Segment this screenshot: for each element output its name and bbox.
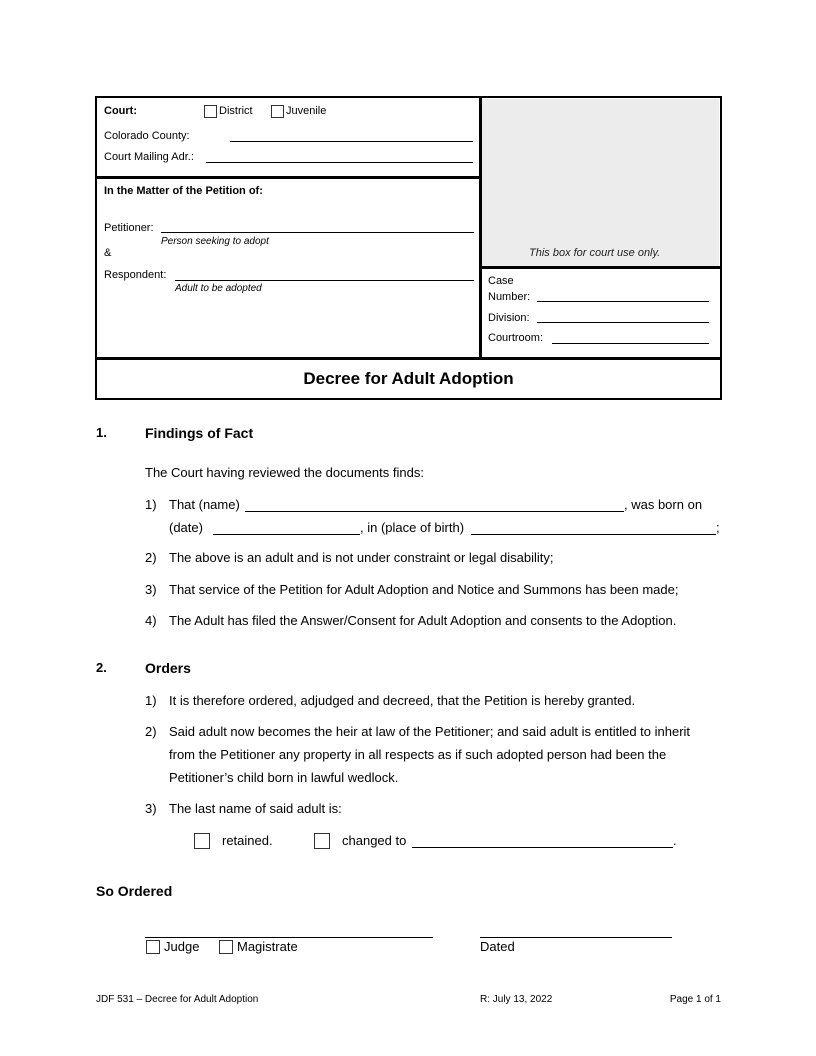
section1-intro: The Court having reviewed the documents finds: bbox=[145, 465, 424, 480]
section1-number: 1. bbox=[96, 425, 107, 440]
item-number: 2) bbox=[145, 550, 157, 565]
mailing-label: Court Mailing Adr.: bbox=[104, 151, 194, 163]
juvenile-label: Juvenile bbox=[286, 105, 327, 117]
section1-heading: Findings of Fact bbox=[145, 425, 254, 441]
order-item: Said adult now becomes the heir at law of the Petitioner; and said adult is entitled to inherit bbox=[169, 724, 691, 739]
divider bbox=[479, 97, 482, 359]
order-item: The last name of said adult is: bbox=[169, 801, 342, 816]
item-number: 3) bbox=[145, 801, 157, 816]
divider bbox=[96, 357, 721, 360]
case-label: Case bbox=[488, 275, 514, 287]
order-item: Petitioner’s child born in lawful wedlock. bbox=[169, 770, 399, 785]
item-number: 1) bbox=[145, 693, 157, 708]
petitioner-label: Petitioner: bbox=[104, 222, 154, 234]
district-label: District bbox=[219, 105, 253, 117]
finding-item: The Adult has filed the Answer/Consent for Adult Adoption and consents to the Adoption. bbox=[169, 613, 677, 628]
divider bbox=[96, 176, 480, 179]
courtroom-label: Courtroom: bbox=[488, 332, 544, 344]
juvenile-checkbox[interactable] bbox=[271, 105, 284, 118]
county-label: Colorado County: bbox=[104, 130, 190, 142]
signature-line[interactable] bbox=[145, 937, 433, 938]
new-last-name-field[interactable] bbox=[412, 847, 673, 848]
finding-item: That service of the Petition for Adult Adoption and Notice and Summons has been made; bbox=[169, 582, 679, 597]
section2-heading: Orders bbox=[145, 660, 191, 676]
petitioner-hint: Person seeking to adopt bbox=[161, 236, 269, 247]
petitioner-field[interactable] bbox=[161, 232, 474, 233]
judge-label: Judge bbox=[164, 939, 200, 954]
birth-date-field[interactable] bbox=[213, 534, 360, 535]
birthplace-label: , in (place of birth) bbox=[360, 520, 465, 535]
section2-number: 2. bbox=[96, 660, 107, 675]
division-field[interactable] bbox=[537, 322, 709, 323]
case-number-field[interactable] bbox=[537, 301, 709, 302]
item-number: 1) bbox=[145, 497, 157, 512]
changed-to-label: changed to bbox=[342, 833, 407, 848]
changed-checkbox[interactable] bbox=[314, 833, 330, 849]
so-ordered-heading: So Ordered bbox=[96, 883, 173, 899]
born-on-label: , was born on bbox=[624, 497, 703, 512]
matter-label: In the Matter of the Petition of: bbox=[104, 185, 263, 197]
footer-page-number: Page 1 of 1 bbox=[669, 994, 721, 1005]
document-title: Decree for Adult Adoption bbox=[303, 369, 514, 388]
case-number-label: Number: bbox=[488, 291, 531, 303]
item-number: 4) bbox=[145, 613, 157, 628]
court-label: Court: bbox=[104, 105, 137, 117]
magistrate-label: Magistrate bbox=[237, 939, 298, 954]
date-signed-line[interactable] bbox=[480, 937, 672, 938]
item-number: 2) bbox=[145, 724, 157, 739]
courtroom-field[interactable] bbox=[552, 343, 709, 344]
mailing-field[interactable] bbox=[206, 162, 473, 163]
ampersand: & bbox=[104, 247, 112, 259]
magistrate-checkbox[interactable] bbox=[219, 940, 233, 954]
order-item: It is therefore ordered, adjudged and decreed, that the Petition is hereby granted. bbox=[169, 693, 636, 708]
respondent-hint: Adult to be adopted bbox=[175, 283, 262, 294]
respondent-label: Respondent: bbox=[104, 269, 167, 281]
retained-label: retained. bbox=[222, 833, 273, 848]
footer-revision: R: July 13, 2022 bbox=[480, 994, 553, 1005]
birthplace-field[interactable] bbox=[471, 534, 716, 535]
divider bbox=[480, 266, 721, 269]
name-field[interactable] bbox=[245, 511, 624, 512]
county-field[interactable] bbox=[230, 141, 473, 142]
judge-checkbox[interactable] bbox=[146, 940, 160, 954]
period: . bbox=[673, 833, 677, 848]
court-use-area bbox=[481, 99, 719, 266]
retained-checkbox[interactable] bbox=[194, 833, 210, 849]
district-checkbox[interactable] bbox=[204, 105, 217, 118]
dated-label: Dated bbox=[480, 939, 515, 954]
finding-name-label: That (name) bbox=[169, 497, 240, 512]
item-number: 3) bbox=[145, 582, 157, 597]
division-label: Division: bbox=[488, 312, 530, 324]
finding-item: The above is an adult and is not under constraint or legal disability; bbox=[169, 550, 554, 565]
date-label: (date) bbox=[169, 520, 203, 535]
semicolon: ; bbox=[716, 520, 720, 535]
court-use-note: This box for court use only. bbox=[529, 247, 661, 259]
footer-form-id: JDF 531 – Decree for Adult Adoption bbox=[96, 994, 259, 1005]
order-item: from the Petitioner any property in all respects as if such adopted person had been the bbox=[169, 747, 667, 762]
